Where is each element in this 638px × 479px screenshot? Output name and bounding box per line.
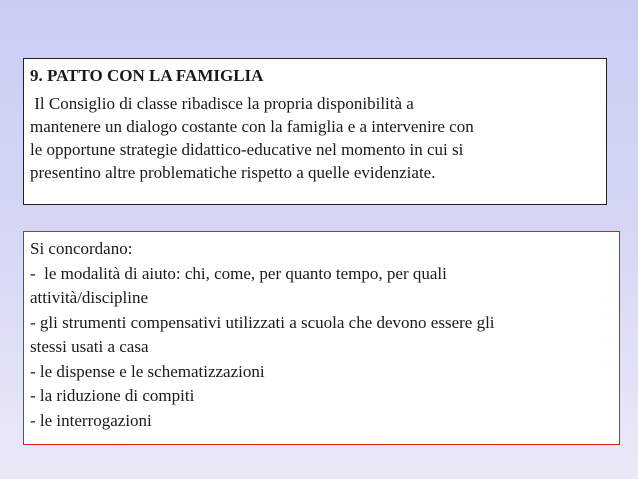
agreements-heading: Si concordano: [30,239,133,258]
section-title: 9. PATTO CON LA FAMIGLIA [30,66,264,85]
agreement-item-continued: attività/discipline [30,288,149,307]
agreement-item: - la riduzione di compiti [30,386,195,405]
agreement-item: - le interrogazioni [30,410,152,430]
paragraph-line: le opportune strategie didattico-educative nel momento in cui si [30,140,464,159]
agreement-item: - gli strumenti compensativi utilizzati a scuola che devono essere gli [30,312,495,332]
family-pact-box [23,58,607,205]
agreement-item: - le modalità di aiuto: chi, come, per quanto tempo, per quali [30,263,447,283]
agreements-box [23,231,620,445]
paragraph-line: presentino altre problematiche rispetto a quelle evidenziate. [30,163,436,182]
paragraph-line: mantenere un dialogo costante con la famiglia e a intervenire con [30,117,474,136]
agreement-item: - le dispense e le schematizzazioni [30,361,265,381]
paragraph-line: Il Consiglio di classe ribadisce la propria disponibilità a [30,94,414,113]
agreement-item-continued: stessi usati a casa [30,337,149,356]
